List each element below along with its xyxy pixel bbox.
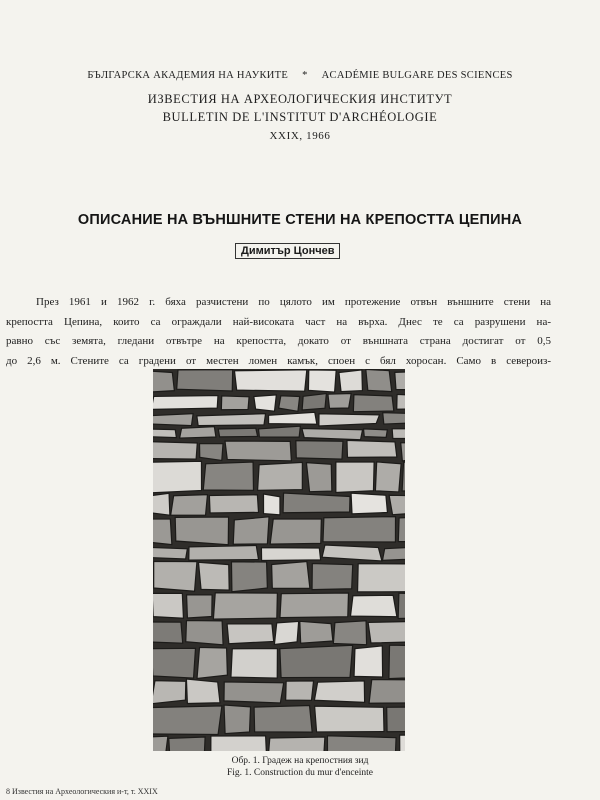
stone-block	[200, 444, 224, 461]
journal-volume: XXIX, 1966	[269, 130, 331, 142]
stone-block	[263, 494, 279, 515]
stone-block	[400, 735, 405, 751]
stone-block	[153, 371, 174, 392]
stone-block	[209, 495, 258, 513]
stone-block	[225, 441, 291, 461]
stone-block	[261, 548, 320, 561]
stone-block	[272, 562, 310, 589]
stone-block	[153, 414, 193, 426]
stone-block	[186, 621, 223, 645]
stone-block	[383, 413, 405, 424]
stone-block	[231, 562, 267, 592]
stone-block	[171, 495, 208, 516]
stone-block	[302, 429, 363, 440]
stone-block	[221, 396, 249, 410]
stone-block	[153, 493, 170, 515]
journal-title-bg: ИЗВЕСТИЯ НА АРХЕОЛОГИЧЕСКИЯ ИНСТИТУТ	[147, 92, 453, 106]
stone-block	[189, 545, 259, 560]
stone-block	[153, 396, 218, 410]
stone-block	[153, 519, 172, 545]
stone-block	[197, 414, 266, 426]
paragraph-line: до 2,6 м. Стените са градени от местен ломен камък, споен с бял хоросан. Само в североиз-	[6, 354, 551, 367]
figure-caption-fr: Fig. 1. Construction du mur d'enceinte	[226, 768, 374, 778]
stone-block	[398, 516, 405, 541]
stone-block	[319, 414, 380, 426]
stone-block	[153, 681, 186, 704]
stone-block	[392, 428, 405, 438]
stone-block	[280, 593, 349, 618]
stone-block	[368, 621, 405, 643]
stone-block	[187, 595, 213, 618]
stone-block	[382, 546, 405, 561]
stone-block	[364, 429, 388, 438]
stone-block	[389, 645, 405, 678]
stone-block	[314, 681, 364, 703]
stone-block	[175, 517, 228, 545]
figure-caption-bg: Обр. 1. Градеж на крепостния зид	[231, 756, 369, 766]
academy-header	[0, 70, 600, 81]
stone-block	[258, 462, 303, 490]
body-paragraph	[6, 293, 551, 371]
stone-block	[395, 371, 405, 390]
stone-block	[153, 593, 183, 618]
stone-block	[354, 646, 383, 677]
stone-block	[234, 370, 306, 391]
stone-block	[333, 621, 366, 645]
stone-block	[153, 706, 222, 735]
paragraph-line: През 1961 и 1962 г. бяха разчистени по цялото им протежение отвън външните стени на	[36, 296, 551, 308]
stone-block	[279, 396, 300, 412]
stone-block	[268, 737, 325, 751]
stone-block	[218, 428, 257, 437]
stone-wall-photo	[153, 369, 405, 751]
paragraph-line: равно със земята, гледани отвътре на крепостта, докато от външната страна достигат от 0,5	[6, 335, 551, 347]
journal-title-fr: BULLETIN DE L'INSTITUT D'ARCHÉOLOGIE	[162, 110, 438, 124]
stone-block	[153, 547, 187, 559]
stone-block	[339, 370, 362, 392]
stone-block	[306, 463, 331, 492]
stone-block	[197, 647, 227, 678]
stone-block	[353, 395, 393, 412]
academy-name-bg: БЪЛГАРСКА АКАДЕМИЯ НА НАУКИТЕ	[87, 70, 289, 81]
stone-block	[315, 706, 384, 732]
stone-block	[375, 462, 401, 492]
stone-block	[286, 681, 314, 700]
stone-block	[369, 680, 405, 704]
stone-block	[300, 621, 333, 643]
stone-block	[312, 564, 353, 590]
stone-block	[296, 441, 343, 459]
stone-block	[328, 394, 351, 409]
stone-block	[308, 370, 336, 392]
stone-block	[350, 595, 396, 616]
stone-block	[347, 440, 397, 457]
stone-block	[254, 706, 312, 733]
stone-block	[231, 649, 277, 679]
stone-block	[351, 493, 387, 514]
stone-block	[153, 622, 183, 643]
stone-block	[280, 645, 353, 677]
stone-block	[153, 648, 195, 678]
stone-block	[153, 442, 197, 460]
stone-block	[177, 370, 233, 391]
article-title: ОПИСАНИЕ НА ВЪНШНИТЕ СТЕНИ НА КРЕПОСТТА ЦЕПИНА	[77, 212, 523, 228]
stone-block	[211, 736, 267, 751]
stone-block	[203, 462, 253, 490]
stone-block	[323, 517, 396, 542]
stone-block	[153, 736, 168, 751]
header-separator: *	[302, 70, 308, 81]
academy-name-fr: ACADÉMIE BULGARE DES SCIENCES	[321, 70, 513, 81]
stone-block	[336, 462, 374, 492]
stone-block	[302, 394, 326, 410]
stone-block	[398, 593, 405, 618]
stone-block	[389, 495, 405, 514]
stone-block	[153, 429, 176, 438]
stone-block	[366, 369, 392, 391]
stone-block	[358, 564, 405, 592]
stone-block	[224, 682, 284, 703]
stone-block	[153, 461, 202, 493]
stone-block	[387, 707, 405, 732]
stone-block	[169, 737, 205, 751]
paragraph-line: крепостта Цепина, които са ограждали най-високата част на върха. Днес те са разрушени на-	[6, 315, 551, 328]
stone-block	[186, 679, 220, 703]
stone-block	[224, 705, 250, 734]
page-footer: 8 Известия на Археологическия и-т, т. XXIX	[6, 787, 158, 796]
stone-block	[270, 519, 321, 544]
stone-block	[213, 593, 277, 619]
stone-block	[198, 562, 229, 590]
stone-block	[327, 736, 396, 751]
stone-block	[233, 517, 269, 544]
stone-block	[154, 561, 197, 591]
stone-block	[227, 624, 274, 644]
stone-block	[397, 394, 405, 409]
stone-block	[283, 493, 350, 513]
stone-block	[254, 395, 277, 411]
stone-block	[274, 621, 298, 644]
stone-block	[180, 427, 216, 438]
stone-wall-illustration	[153, 369, 405, 751]
article-author: Димитър Цончев	[235, 243, 340, 259]
